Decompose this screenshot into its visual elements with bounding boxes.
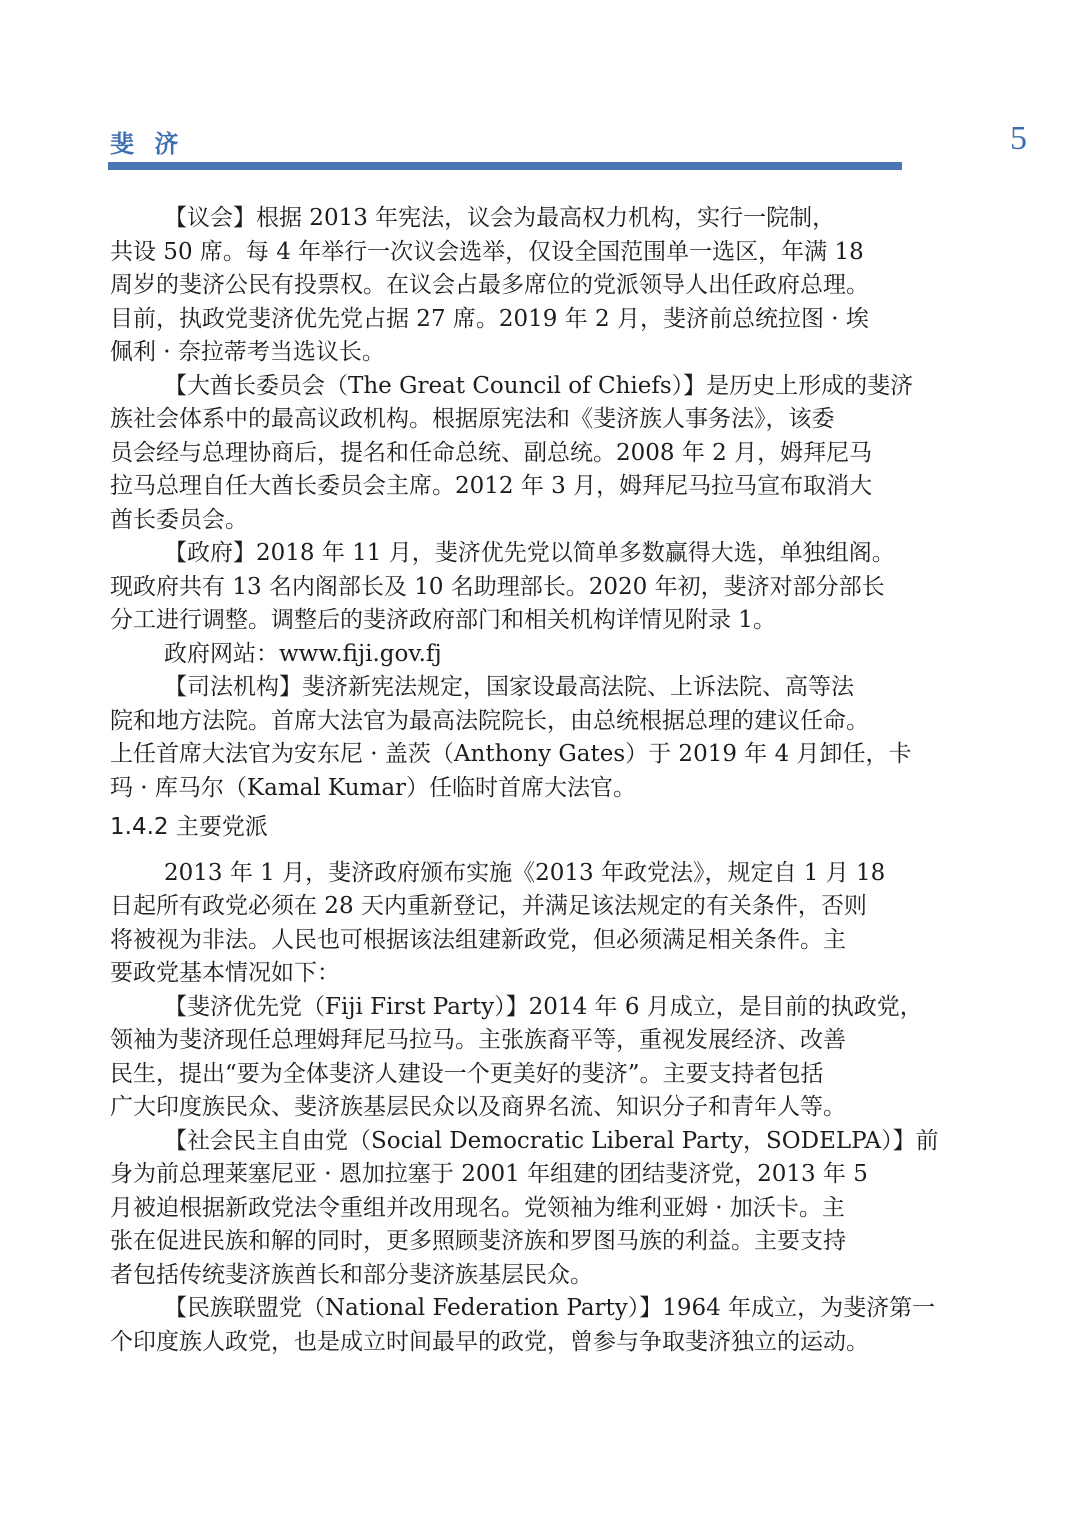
- paragraph-council-line: 族社会体系中的最高议政机构。根据原宪法和《斐济族人事务法》，该委: [110, 406, 835, 432]
- paragraph-council-line: 酋长委员会。: [110, 506, 248, 533]
- paragraph-party-law-line: 日起所有政党必须在 28 天内重新登记，并满足该法规定的有关条件，否则: [110, 893, 867, 919]
- paragraph-parliament-line: 佩利 · 奈拉蒂考当选议长。: [110, 339, 385, 365]
- paragraph-fiji-first-line: 领袖为斐济现任总理姆拜尼马拉马。主张族裔平等，重视发展经济、改善: [110, 1027, 846, 1053]
- paragraph-nfp-line: 个印度族人政党，也是成立时间最早的政党，曾参与争取斐济独立的运动。: [110, 1328, 869, 1355]
- page-body: [110, 202, 982, 1359]
- paragraph-sodelpa-line: 月被迫根据新政党法令重组并改用现名。党领袖为维利亚姆 · 加沃卡。主: [110, 1194, 845, 1221]
- paragraph-fiji-first-line: 【斐济优先党（Fiji First Party）】2014 年 6 月成立，是目前的执政党，: [164, 993, 923, 1020]
- paragraph-fiji-first-line: 广大印度族民众、斐济族基层民众以及商界名流、知识分子和青年人等。: [110, 1094, 846, 1120]
- paragraph-sodelpa-line: 身为前总理莱塞尼亚 · 恩加拉塞于 2001 年组建的团结斐济党，2013 年 5: [110, 1161, 868, 1187]
- paragraph-judiciary-line: 【司法机构】斐济新宪法规定，国家设最高法院、上诉法院、高等法: [164, 674, 854, 700]
- paragraph-council-line: 员会经与总理协商后，提名和任命总统、副总统。2008 年 2 月，姆拜尼马: [110, 439, 873, 466]
- paragraph-party-law-line: 2013 年 1 月，斐济政府颁布实施《2013 年政党法》，规定自 1 月 18: [164, 859, 886, 886]
- paragraph-sodelpa-line: 张在促进民族和解的同时，更多照顾斐济族和罗图马族的利益。主要支持: [110, 1228, 846, 1254]
- paragraph-parliament-line: 周岁的斐济公民有投票权。在议会占最多席位的党派领导人出任政府总理。: [110, 272, 869, 298]
- paragraph-parliament-line: 【议会】根据 2013 年宪法，议会为最高权力机构，实行一院制，: [164, 205, 836, 231]
- government-website-line: 政府网站：www.fiji.gov.fj: [164, 640, 442, 667]
- paragraph-judiciary-line: 院和地方法院。首席大法官为最高法院院长，由总统根据总理的建议任命。: [110, 707, 869, 734]
- paragraph-party-law-line: 将被视为非法。人民也可根据该法组建新政党，但必须满足相关条件。主: [110, 926, 846, 953]
- paragraph-sodelpa-line: 【社会民主自由党（Social Democratic Liberal Party，SODELPA）】前: [164, 1127, 939, 1154]
- paragraph-judiciary-line: 上任首席大法官为安东尼 · 盖茨（Anthony Gates）于 2019 年 4 月卸任，卡: [110, 741, 912, 767]
- paragraph-parliament-line: 共设 50 席。每 4 年举行一次议会选举，仅设全国范围单一选区，年满 18: [110, 238, 864, 265]
- paragraph-government-line: 分工进行调整。调整后的斐济政府部门和相关机构详情见附录 1。: [110, 607, 776, 633]
- paragraph-party-law-line: 要政党基本情况如下：: [110, 960, 340, 986]
- paragraph-fiji-first-line: 民生，提出“要为全体斐济人建设一个更美好的斐济”。主要支持者包括: [110, 1060, 824, 1087]
- paragraph-government-line: 现政府共有 13 名内阁部长及 10 名助理部长。2020 年初，斐济对部分部长: [110, 573, 885, 600]
- paragraph-sodelpa-line: 者包括传统斐济族酋长和部分斐济族基层民众。: [110, 1261, 593, 1288]
- section-heading: 1.4.2 主要党派: [110, 814, 268, 840]
- paragraph-nfp-line: 【民族联盟党（National Federation Party）】1964 年成立，为斐济第一: [164, 1295, 936, 1321]
- paragraph-council-line: 拉马总理自任大酋长委员会主席。2012 年 3 月，姆拜尼马拉马宣布取消大: [110, 473, 873, 499]
- paragraph-council-line: 【大酋长委员会（The Great Council of Chiefs）】是历史上形成的斐济: [164, 372, 914, 399]
- header-rule: [108, 162, 902, 170]
- running-header-title: 斐 济: [110, 130, 185, 158]
- page-number: 5: [1010, 120, 1027, 157]
- paragraph-parliament-line: 目前，执政党斐济优先党占据 27 席。2019 年 2 月，斐济前总统拉图 · 埃: [110, 305, 869, 332]
- paragraph-government-line: 【政府】2018 年 11 月，斐济优先党以简单多数赢得大选，单独组阁。: [164, 540, 895, 566]
- paragraph-judiciary-line: 玛 · 库马尔（Kamal Kumar）任临时首席大法官。: [110, 774, 637, 801]
